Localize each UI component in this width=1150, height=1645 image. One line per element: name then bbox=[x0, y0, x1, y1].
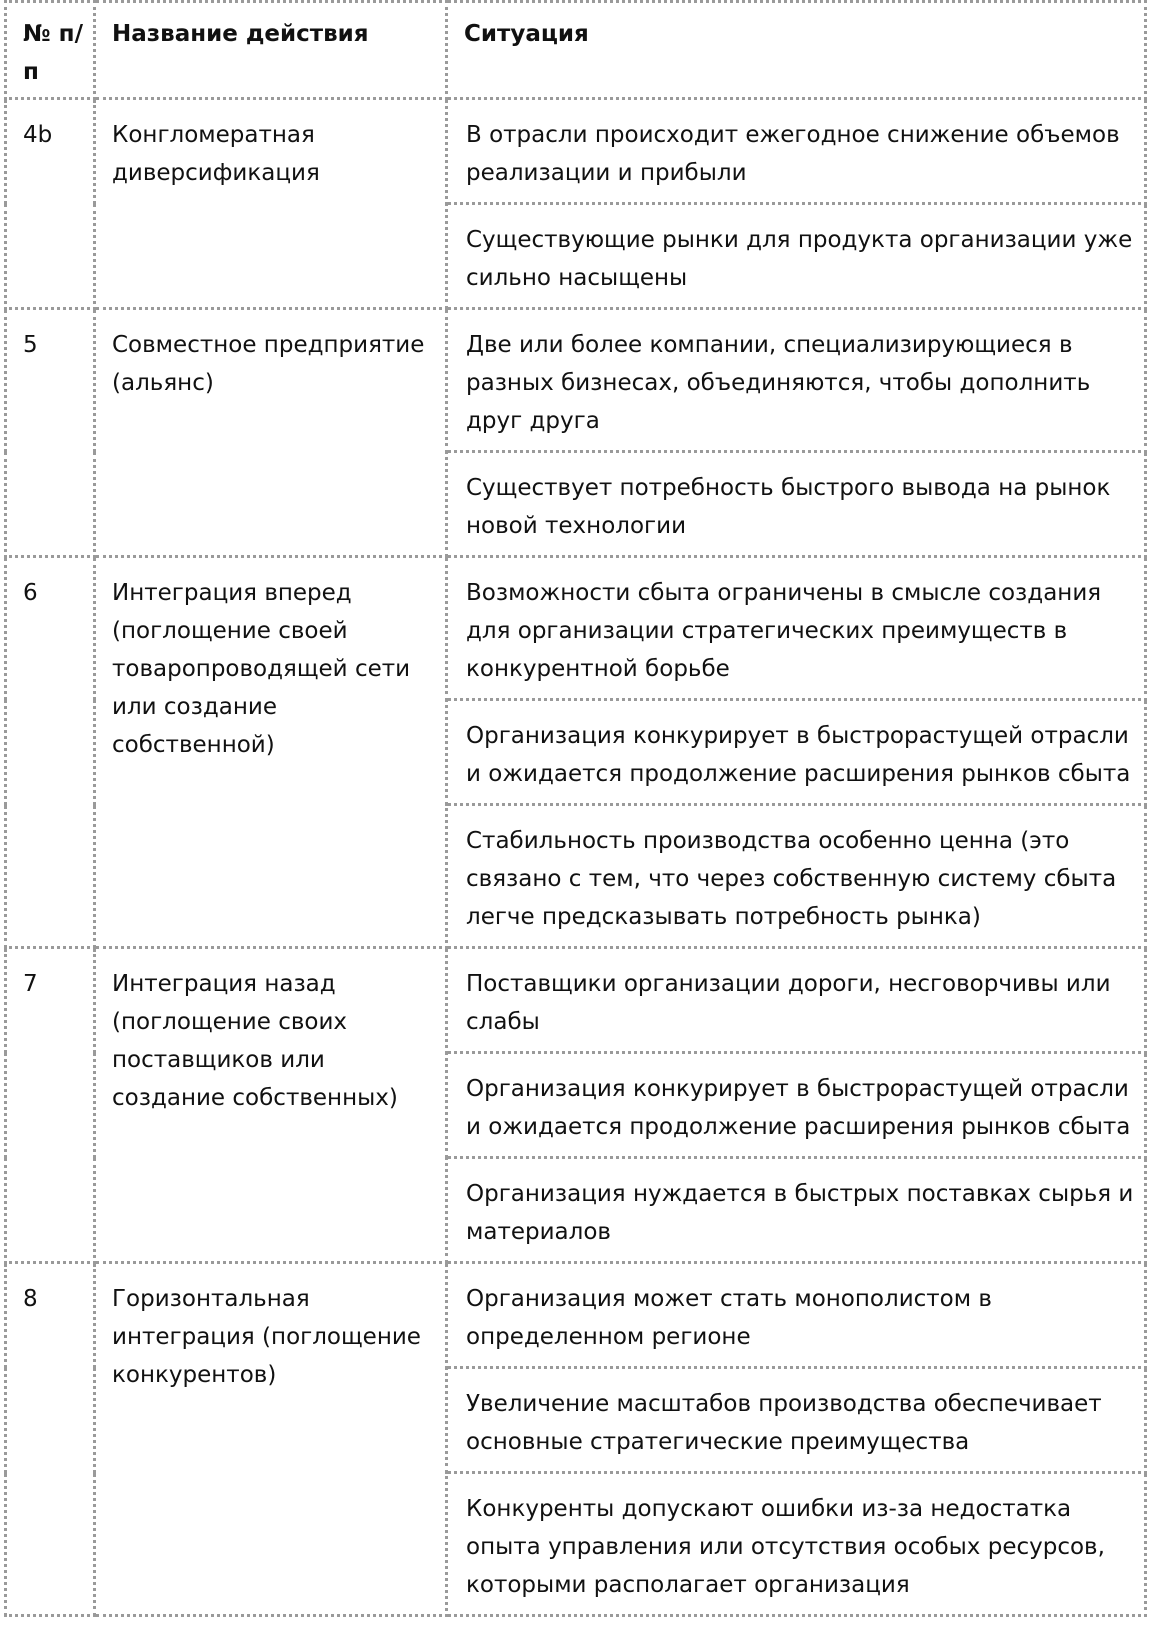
situation-cell: Существующие рынки для продукта организации уже сильно насыщены bbox=[447, 204, 1146, 309]
situation-cell: Организация нуждается в быстрых поставках сырья и материалов bbox=[447, 1158, 1146, 1263]
header-row bbox=[6, 2, 1146, 99]
action-name: Конгломератная диверсификация bbox=[95, 99, 447, 309]
table-row bbox=[6, 99, 1146, 204]
header-situation: Ситуация bbox=[447, 2, 1146, 99]
table-row bbox=[6, 948, 1146, 1053]
action-name: Совместное предприятие (альянс) bbox=[95, 309, 447, 557]
situation-cell: Организация конкурирует в быстрорастущей отрасли и ожидается продолжение расширения рынков сбыта bbox=[447, 1053, 1146, 1158]
situation-cell: Существует потребность быстрого вывода на рынок новой технологии bbox=[447, 452, 1146, 557]
situation-cell: Организация может стать монополистом в определенном регионе bbox=[447, 1263, 1146, 1368]
row-number: 7 bbox=[6, 948, 95, 1263]
situation-cell: Поставщики организации дороги, несговорчивы или слабы bbox=[447, 948, 1146, 1053]
row-number: 4b bbox=[6, 99, 95, 309]
table-row bbox=[6, 309, 1146, 452]
situation-cell: Увеличение масштабов производства обеспечивает основные стратегические преимущества bbox=[447, 1368, 1146, 1473]
header-action: Название действия bbox=[95, 2, 447, 99]
row-number: 5 bbox=[6, 309, 95, 557]
situation-cell: Стабильность производства особенно ценна (это связано с тем, что через собственную систему сбыта легче предсказывать потребность рынка) bbox=[447, 805, 1146, 948]
situation-cell: Конкуренты допускают ошибки из-за недостатка опыта управления или отсутствия особых ресурсов, которыми располагает организация bbox=[447, 1473, 1146, 1616]
situation-cell: В отрасли происходит ежегодное снижение объемов реализации и прибыли bbox=[447, 99, 1146, 204]
action-name: Горизонтальная интеграция (поглощение конкурентов) bbox=[95, 1263, 447, 1616]
row-number: 6 bbox=[6, 557, 95, 948]
situation-cell: Две или более компании, специализирующиеся в разных бизнесах, объединяются, чтобы дополнить друг друга bbox=[447, 309, 1146, 452]
table-row bbox=[6, 1263, 1146, 1368]
action-name: Интеграция вперед (поглощение своей товаропроводящей сети или создание собственной) bbox=[95, 557, 447, 948]
header-number: № п/п bbox=[6, 2, 95, 99]
situation-cell: Организация конкурирует в быстрорастущей отрасли и ожидается продолжение расширения рынков сбыта bbox=[447, 700, 1146, 805]
action-name: Интеграция назад (поглощение своих поставщиков или создание собственных) bbox=[95, 948, 447, 1263]
situation-cell: Возможности сбыта ограничены в смысле создания для организации стратегических преимуществ в конкурентной борьбе bbox=[447, 557, 1146, 700]
strategy-table bbox=[4, 0, 1147, 1617]
table-row bbox=[6, 557, 1146, 700]
row-number: 8 bbox=[6, 1263, 95, 1616]
